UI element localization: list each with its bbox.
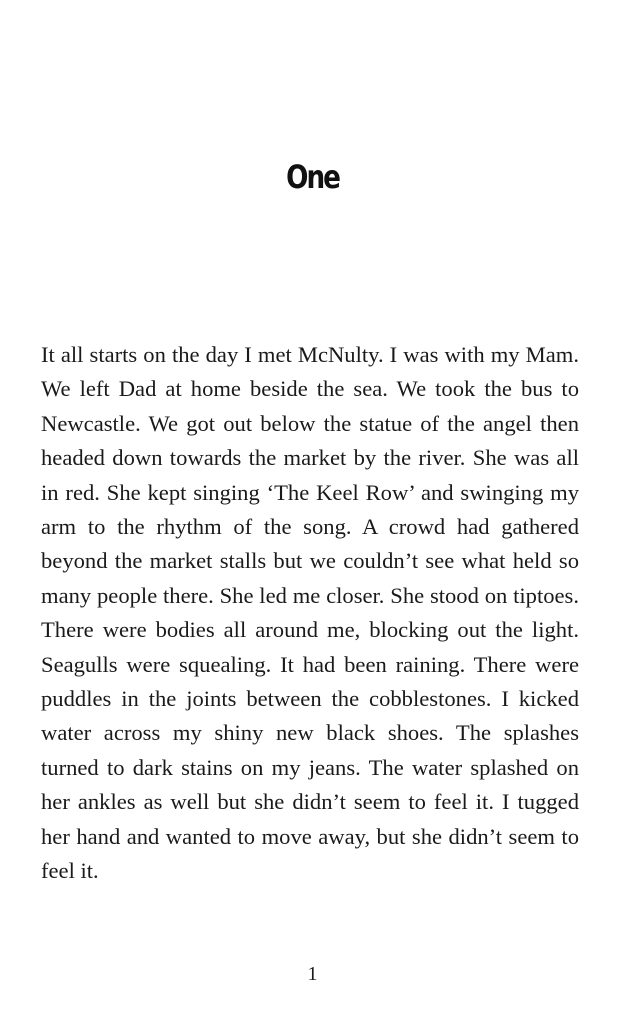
chapter-title: One	[286, 158, 339, 196]
body-paragraph: It all starts on the day I met McNulty. I was with my Mam. We left Dad at home beside the sea. We took the bus to Newcastle. We got out below the statue of the angel then headed down towards the market by the river. She was all in red. She kept singing ‘The Keel Row’ and swinging my arm to the rhythm of the song. A crowd had gathered beyond the market stalls but we couldn’t see what held so many people there. She led me closer. She stood on tiptoes. There were bodies all around me, blocking out the light. Seagulls were squealing. It had been raining. There were puddles in the joints between the cobblestones. I kicked water across my shiny new black shoes. The splashes turned to dark stains on my jeans. The water splashed on her ankles as well but she didn’t seem to feel it. I tugged her hand and wanted to move away, but she didn’t seem to feel it.	[41, 342, 579, 884]
page-number: 1	[307, 963, 318, 985]
